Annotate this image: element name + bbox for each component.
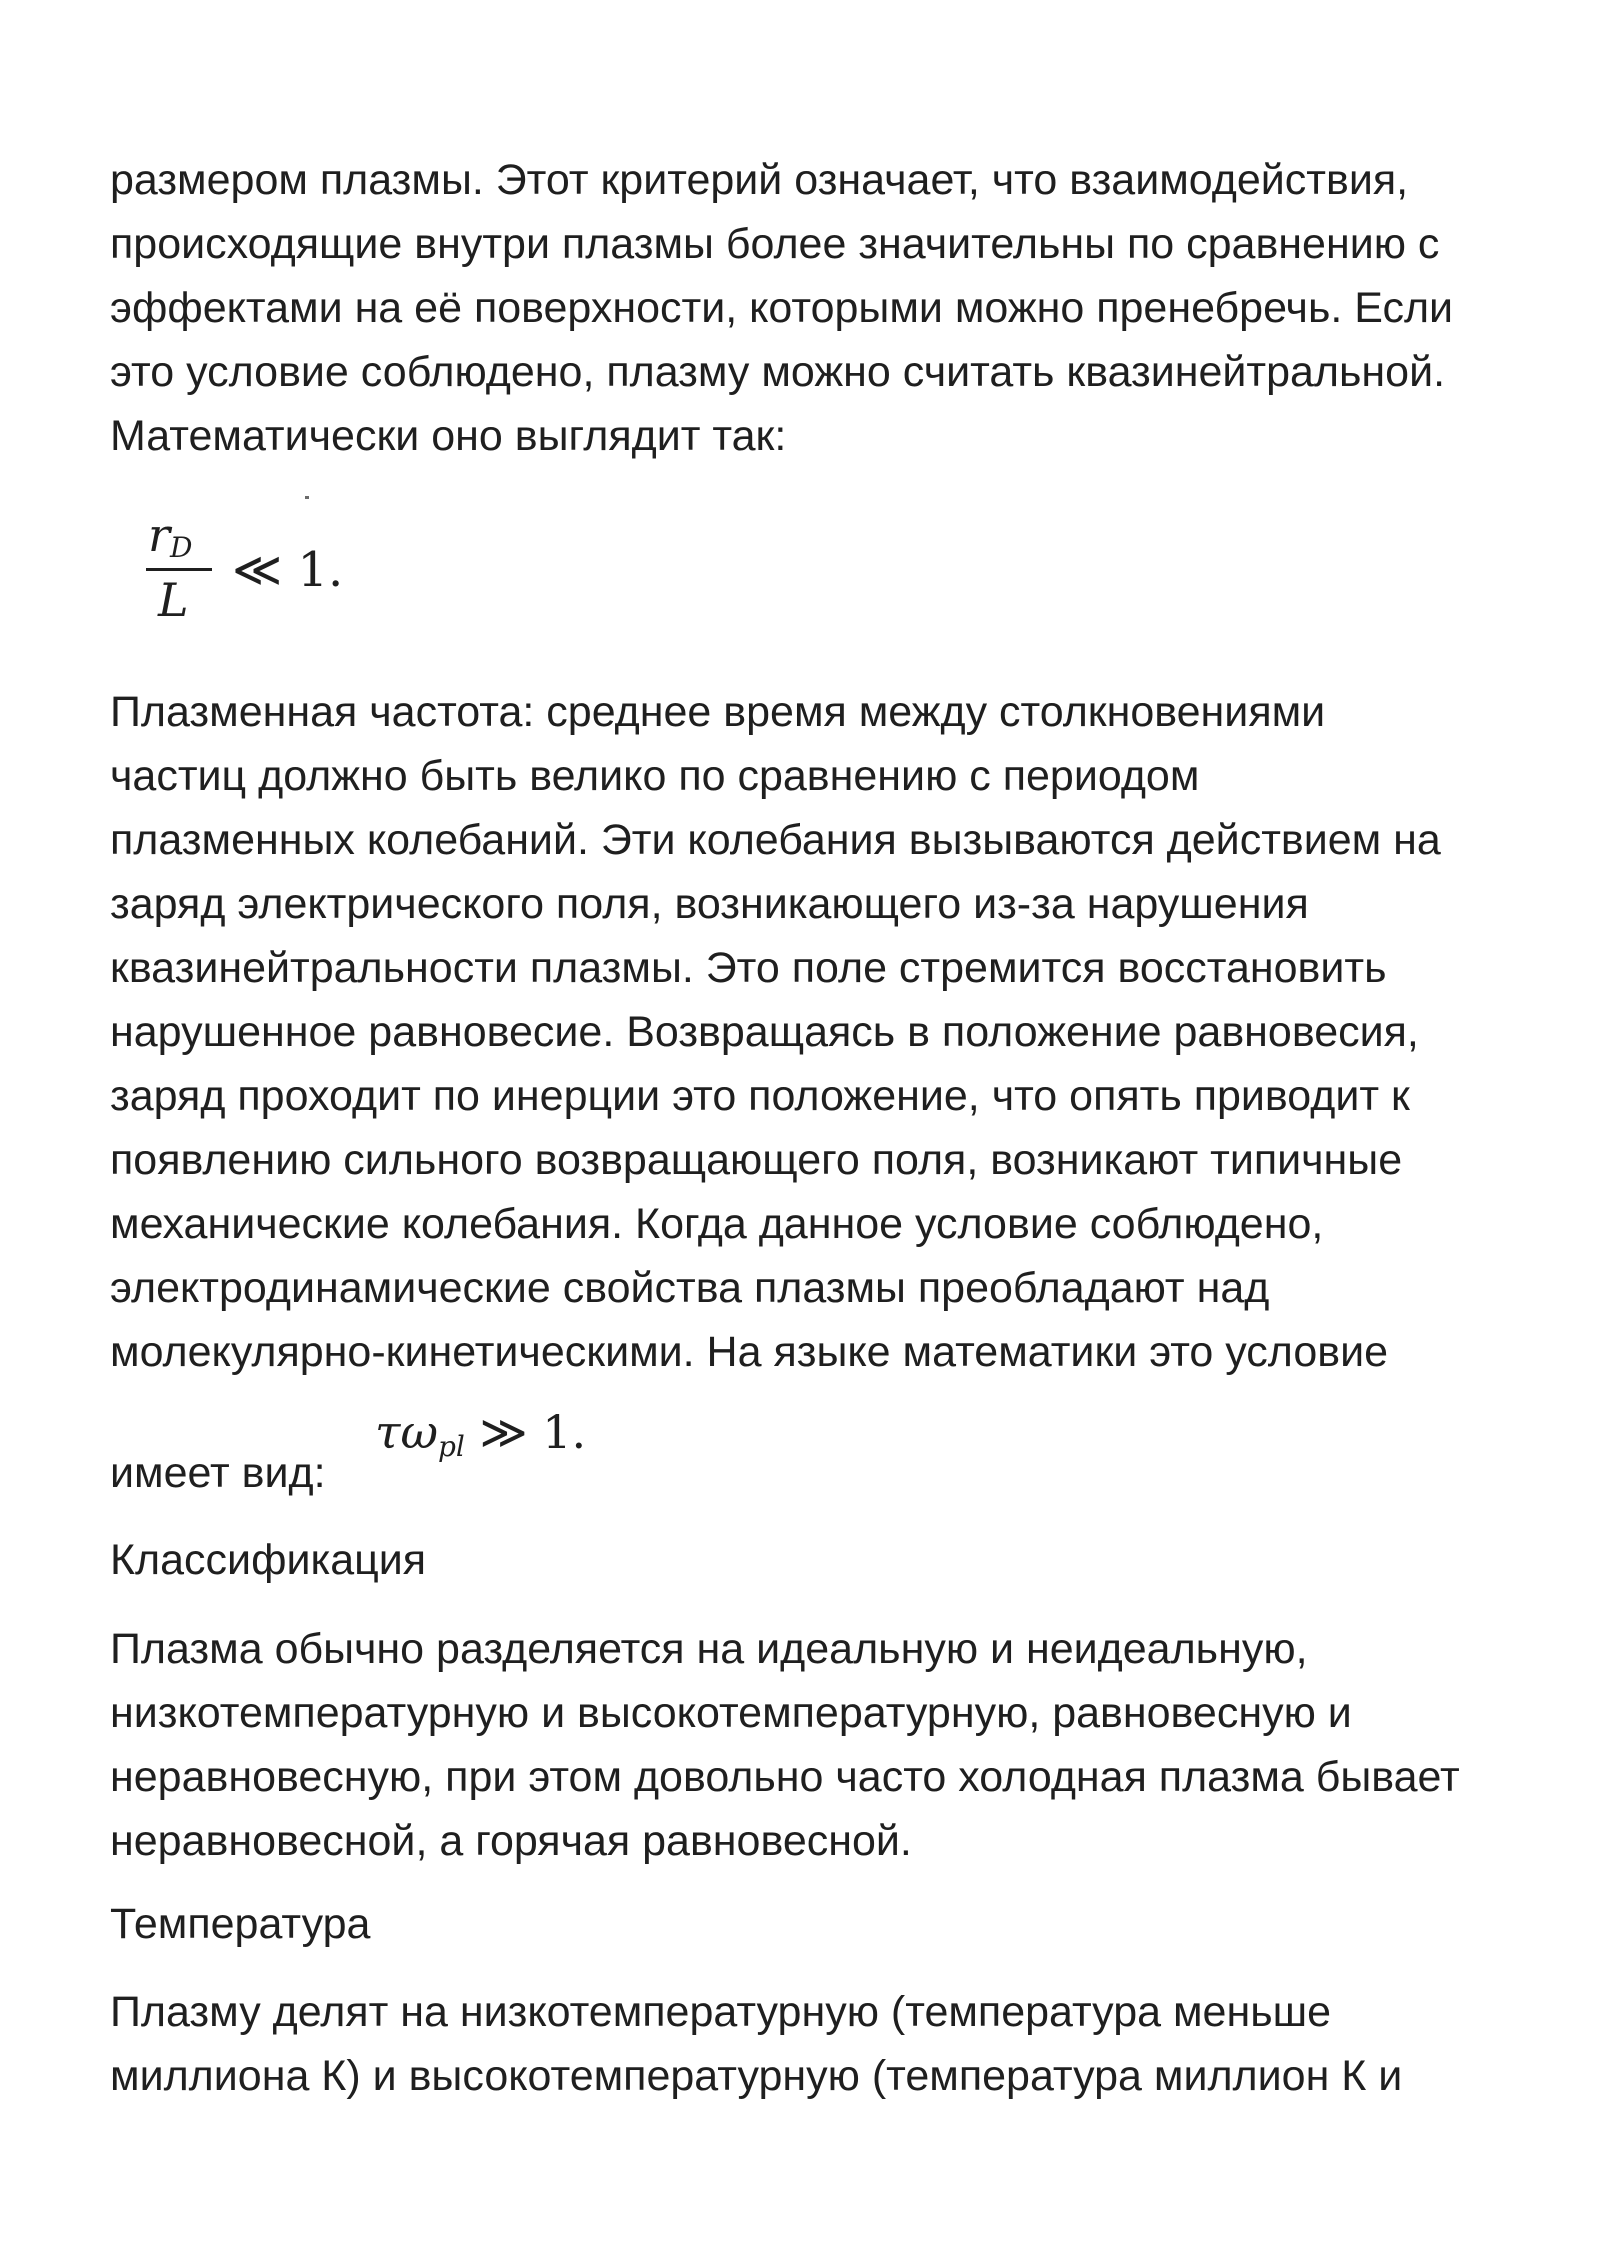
paragraph-line: это условие соблюдено, плазму можно считать квазинейтральной. (110, 348, 1446, 396)
paragraph-line: происходящие внутри плазмы более значительны по сравнению с (110, 220, 1440, 268)
paragraph-classification (110, 1617, 1510, 1873)
paragraph-line: молекулярно-кинетическими. На языке математики это условие (110, 1328, 1389, 1376)
paragraph-line: миллиона К) и высокотемпературную (температура миллион К и (110, 2052, 1403, 2100)
paragraph-line: частиц должно быть велико по сравнению с периодом (110, 752, 1200, 800)
formula-denominator: L (158, 573, 189, 627)
paragraph-line: заряд электрического поля, возникающего из-за нарушения (110, 880, 1309, 928)
heading-temperature: Температура (110, 1900, 371, 1948)
paragraph-line: механические колебания. Когда данное условие соблюдено, (110, 1200, 1324, 1248)
paragraph-line: квазинейтральности плазмы. Это поле стремится восстановить (110, 944, 1387, 992)
formula-numerator: $r_D$ (148, 508, 193, 564)
paragraph-line: низкотемпературную и высокотемпературную, равновесную и (110, 1689, 1352, 1737)
paragraph-line: эффектами на её поверхности, которыми можно пренебречь. Если (110, 284, 1454, 332)
scan-speck (305, 496, 309, 499)
paragraph-temperature (110, 1980, 1510, 2108)
paragraph-line: электродинамические свойства плазмы преобладают над (110, 1264, 1270, 1312)
paragraph-line: появлению сильного возвращающего поля, возникают типичные (110, 1136, 1403, 1184)
fraction-bar (146, 568, 212, 571)
paragraph-line: нарушенное равновесие. Возвращаясь в положение равновесия, (110, 1008, 1419, 1056)
paragraph-quasineutrality (110, 148, 1510, 468)
paragraph-line: Плазменная частота: среднее время между столкновениями (110, 688, 1326, 736)
formula-relation: ≪ 1. (232, 542, 344, 598)
paragraph-line: Математически оно выглядит так: (110, 412, 787, 460)
plasma-frequency-formula: $\tau\omega_{pl}$ ≫ 1. (375, 1405, 587, 1463)
paragraph-line: неравновесную, при этом довольно часто холодная плазма бывает (110, 1753, 1460, 1801)
paragraph-line: Плазму делят на низкотемпературную (температура меньше (110, 1988, 1332, 2036)
paragraph-line: неравновесной, а горячая равновесной. (110, 1817, 912, 1865)
paragraph-line: Плазма обычно разделяется на идеальную и неидеальную, (110, 1625, 1308, 1673)
paragraph-line: размером плазмы. Этот критерий означает, что взаимодействия, (110, 156, 1409, 204)
paragraph-tail: имеет вид: (110, 1449, 326, 1497)
paragraph-line: заряд проходит по инерции это положение, что опять приводит к (110, 1072, 1410, 1120)
paragraph-line: плазменных колебаний. Эти колебания вызываются действием на (110, 816, 1441, 864)
heading-classification: Классификация (110, 1536, 427, 1584)
paragraph-plasma-frequency (110, 680, 1510, 1384)
debye-ratio-formula (140, 510, 220, 630)
